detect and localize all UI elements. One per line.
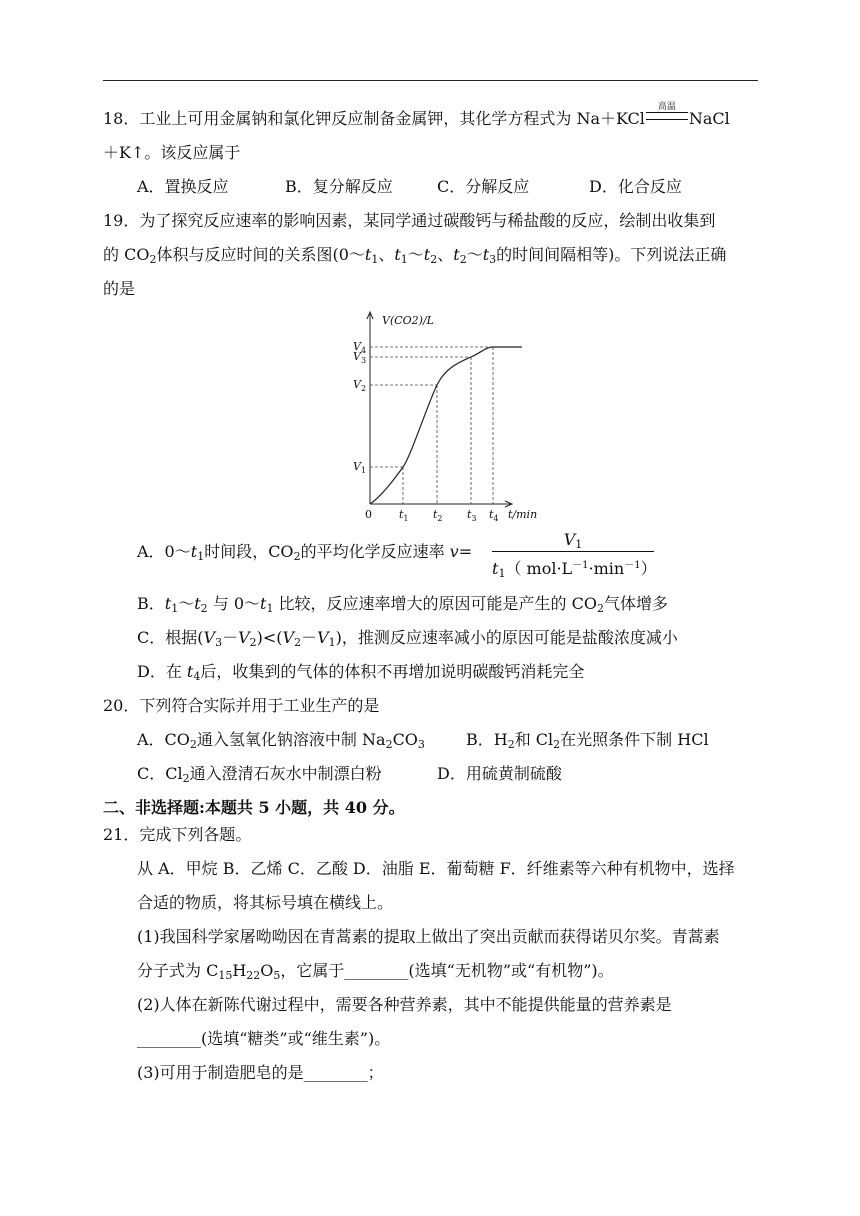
q18-line1: 18．工业上可用金属钠和氯化钾反应制备金属钾，其化学方程式为 Na＋KCl 高温 NaCl bbox=[103, 102, 730, 128]
y-tick-V1: $V_1$ bbox=[353, 460, 367, 475]
y-tick-V2: $V_2$ bbox=[353, 378, 367, 393]
q20-option-a: A．$CO_2$通入氢氧化钠溶液中制 $Na_2CO_3$ bbox=[137, 730, 425, 751]
x-tick-t3: $t_3$ bbox=[467, 508, 477, 523]
q19-line1: 19．为了探究反应速率的影响因素，某同学通过碳酸钙与稀盐酸的反应，绘制出收集到 bbox=[103, 211, 716, 230]
q18-line2: ＋K↑。该反应属于 bbox=[103, 143, 241, 162]
q18-option-d: D．化合反应 bbox=[589, 177, 682, 196]
q21-part1-a: (1)我国科学家屠呦呦因在青蒿素的提取上做出了突出贡献而获得诺贝尔奖。青蒿素 bbox=[137, 927, 720, 946]
q19-option-b: B．$t_1\sim t_2$ 与 $0\sim t_1$ 比较，反应速率增大的原因可能是产生的 $CO_2$气体增多 bbox=[137, 594, 669, 615]
q21-line1: 21．完成下列各题。 bbox=[103, 825, 252, 844]
x-tick-t2: $t_2$ bbox=[433, 508, 443, 523]
q18-option-a: A．置换反应 bbox=[137, 177, 229, 196]
y-tick-V3: $V_3$ bbox=[353, 350, 367, 365]
fraction-denominator: $t_1$（ $mol\cdot L^{-1}\cdot\min^{-1}$） bbox=[492, 559, 657, 580]
reaction-condition: 高温 bbox=[645, 108, 689, 130]
q20-option-b: B．$H_2$和 $Cl_2$在光照条件下制 HCl bbox=[466, 730, 709, 751]
x-tick-t4: $t_4$ bbox=[489, 508, 499, 523]
fraction-bar bbox=[492, 551, 654, 552]
q21-part3: (3)可用于制造肥皂的是________； bbox=[137, 1063, 384, 1082]
q19-option-d: D．在 $t_4$后，收集到的气体的体积不再增加说明碳酸钙消耗完全 bbox=[137, 662, 585, 683]
q18-option-c: C．分解反应 bbox=[437, 177, 530, 196]
q21-line3: 合适的物质，将其标号填在横线上。 bbox=[137, 893, 394, 912]
volume-time-chart bbox=[340, 308, 550, 524]
origin-label: 0 bbox=[365, 508, 372, 521]
header-rule bbox=[103, 80, 758, 81]
volume-curve bbox=[370, 347, 522, 504]
y-tick-V4: $V_4$ bbox=[353, 340, 367, 355]
q20-option-d: D．用硫黄制硫酸 bbox=[437, 764, 562, 783]
q21-part1-b: 分子式为 $C_{15}H_{22}O_5$，它属于________(选填“无机物”或“有机物”)。 bbox=[137, 961, 614, 982]
q19-line3: 的是 bbox=[103, 279, 136, 298]
q19-option-a: A．$0\sim t_1$时间段，$CO_2$的平均化学反应速率 v= bbox=[137, 542, 473, 563]
q18-option-b: B．复分解反应 bbox=[285, 177, 393, 196]
q21-part2-a: (2)人体在新陈代谢过程中，需要各种营养素，其中不能提供能量的营养素是 bbox=[137, 995, 672, 1014]
x-tick-t1: $t_1$ bbox=[399, 508, 409, 523]
q20-option-c: C．$Cl_2$通入澄清石灰水中制漂白粉 bbox=[137, 764, 382, 785]
fraction-numerator: $V_1$ bbox=[563, 530, 583, 551]
x-axis-label: t/min bbox=[508, 508, 538, 521]
q20-line1: 20．下列符合实际并用于工业生产的是 bbox=[103, 696, 380, 715]
y-axis-label: V(CO2)/L bbox=[382, 314, 434, 327]
section-heading: 二、非选择题:本题共 5 小题，共 40 分。 bbox=[103, 798, 405, 817]
q19-option-c: C．根据$(V_3-V_2)<(V_2-V_1)$，推测反应速率减小的原因可能是盐酸浓度减小 bbox=[137, 628, 678, 649]
q19-line2: 的 $CO_2$体积与反应时间的关系图($0\sim t_1$、$t_1\sim t_2$、$t_2\sim t_3$的时间间隔相等)。下列说法正确 bbox=[103, 245, 727, 266]
q21-part2-b: ________(选填“糖类”或“维生素”)。 bbox=[137, 1029, 391, 1048]
q21-line2: 从 A．甲烷 B．乙烯 C．乙酸 D．油脂 E．葡萄糖 F．纤维素等六种有机物中，选择 bbox=[137, 859, 735, 878]
